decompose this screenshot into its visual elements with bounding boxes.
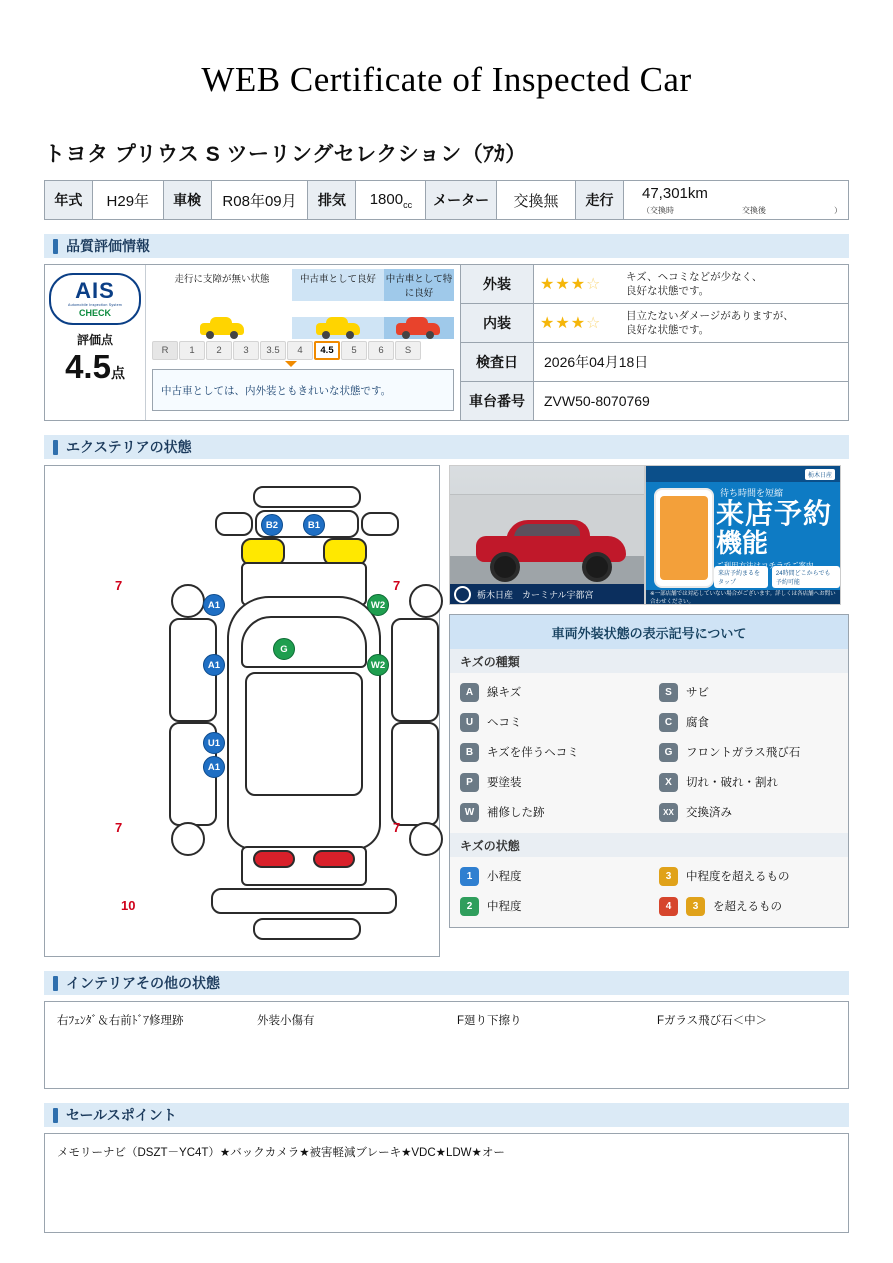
diagram-mark-a1-fl: A1 (203, 594, 225, 616)
section-sales (44, 1103, 849, 1127)
badge-w-icon: W (460, 803, 479, 822)
quality-right (461, 265, 848, 420)
quality-score (45, 265, 146, 420)
badge-1-icon: 1 (460, 867, 479, 886)
legend-label: サビ (686, 687, 709, 699)
diagram-rear-left-lamp (253, 850, 295, 868)
diagram-wheel-rr-icon (409, 822, 443, 856)
vin-value: ZVW50-8070769 (544, 393, 650, 409)
spec-table (44, 180, 849, 220)
mileage-sub-right: ） (834, 205, 842, 215)
row-exterior-rating (461, 265, 848, 304)
diagram-wheel-rl-icon (171, 822, 205, 856)
exterior-text-line1: キズ、ヘコミなどが少なく、 (626, 270, 763, 283)
page-title: WEB Certificate of Inspected Car (201, 60, 692, 99)
interior-note-2: 外装小傷有 (257, 1015, 315, 1027)
legend-label: キズを伴うヘコミ (487, 747, 579, 759)
ais-logo-main: AIS (75, 278, 115, 303)
section-bar-icon (53, 1108, 58, 1123)
inspect-date-value: 2026年04月18日 (544, 354, 649, 370)
diagram-number-rr: 7 (393, 820, 401, 835)
diagram-wheel-fl-icon (171, 584, 205, 618)
mileage-subnote (642, 205, 842, 216)
scale-step-2: 2 (206, 341, 232, 360)
diagram-number-fr: 7 (393, 578, 401, 593)
vin-label: 車台番号 (461, 382, 534, 420)
sales-points-box (44, 1133, 849, 1233)
diagram-front-right-lamp (361, 512, 399, 536)
interior-notes-box (44, 1001, 849, 1089)
legend-item (649, 891, 848, 921)
ad-phone-icon (654, 488, 714, 588)
interior-text-line2: 良好な状態です。 (626, 324, 710, 336)
vehicle-photo-car (476, 518, 626, 566)
diagram-right-rear-door (391, 722, 439, 826)
exterior-wrap (44, 465, 849, 957)
quality-scale (146, 265, 460, 420)
car-yellow-icon-2 (316, 317, 360, 339)
interior-label: 内装 (461, 304, 534, 342)
exterior-label: 外装 (461, 265, 534, 303)
scale-step-7: 5 (341, 341, 367, 360)
score-unit: 点 (110, 365, 125, 381)
exterior-text-line2: 良好な状態です。 (626, 285, 710, 297)
inspection-value: R08年09月 (211, 181, 308, 220)
mileage-value: 47,301km (642, 184, 708, 202)
scale-steps (152, 341, 454, 360)
mileage-value-cell (624, 181, 849, 220)
inspection-label: 車検 (163, 181, 211, 220)
car-yellow-icon (200, 317, 244, 339)
diagram-mark-a1-l2: A1 (203, 654, 225, 676)
legend-item (450, 677, 649, 707)
ad-top-bar (646, 466, 840, 482)
diagram-rear-bumper (211, 888, 397, 914)
photo-dealer-bar (450, 584, 644, 604)
badge-b-icon: B (460, 743, 479, 762)
legend-item (450, 707, 649, 737)
mileage-sub-mid: 交換後 (742, 205, 766, 215)
legend-label: 要塗装 (487, 777, 522, 789)
diagram-mark-b1: B1 (303, 514, 325, 536)
scale-step-9: S (395, 341, 421, 360)
legend-label: フロントガラス飛び石 (686, 747, 801, 759)
legend-group-2-title: キズの状態 (450, 833, 848, 857)
scale-car-icons (152, 301, 454, 339)
legend-item (649, 737, 848, 767)
badge-4-icon: 4 (659, 897, 678, 916)
legend-item (450, 767, 649, 797)
legend-label: 切れ・破れ・割れ (686, 777, 778, 789)
interior-stars-icon: ★★ ★ ☆ (540, 315, 602, 332)
quality-left (45, 265, 461, 420)
ad-chip-2: 24時間どこからでも予約可能 (772, 566, 840, 588)
diagram-mark-a1-l3: A1 (203, 756, 225, 778)
scale-step-1: 1 (179, 341, 205, 360)
legend-group-1-items (450, 673, 848, 833)
scale-pointer-icon (285, 361, 297, 367)
ad-title-2: 機能 (716, 528, 769, 558)
scale-step-4: 3.5 (260, 341, 286, 360)
interior-text-line1: 目立たないダメージがありますが、 (626, 309, 794, 322)
legend-item (450, 861, 649, 891)
ad-footnote: ※一部店舗では対応していない場合がございます。詳しくは各店舗へお問い合わせください。 (646, 590, 840, 604)
section-quality (44, 234, 849, 258)
car-icon-wrap-1 (152, 317, 292, 339)
legend-item (649, 861, 848, 891)
badge-u-icon: U (460, 713, 479, 732)
legend-label: 中程度を超えるもの (686, 871, 790, 883)
score-label: 評価点 (76, 333, 113, 347)
diagram-front-left-lamp (215, 512, 253, 536)
scale-step-8: 6 (368, 341, 394, 360)
car-red-icon (396, 317, 440, 339)
photo-dealer-name: 栃木日産 カーミナル宇都宮 (477, 589, 594, 600)
legend-label: 腐食 (686, 717, 709, 729)
badge-s-icon: S (659, 683, 678, 702)
year-label: 年式 (45, 181, 93, 220)
ais-logo-sub: Automobile Inspection System (68, 303, 122, 307)
car-icon-wrap-3 (384, 317, 454, 339)
scale-step-0: R (152, 341, 178, 360)
diagram-front-bumper (253, 486, 361, 508)
exterior-right-column (449, 465, 849, 957)
ais-logo-icon (49, 273, 141, 325)
section-bar-icon (53, 239, 58, 254)
ad-chips (714, 566, 840, 588)
diagram-windshield (241, 616, 367, 668)
legend-box (449, 614, 849, 928)
quality-block (44, 264, 849, 421)
ad-subtitle: 待ち時間を短縮 (720, 488, 784, 498)
diagram-wheel-fr-icon (409, 584, 443, 618)
ais-check-label: CHECK (78, 308, 111, 318)
badge-c-icon: C (659, 713, 678, 732)
table-row (45, 181, 849, 220)
mileage-label: 走行 (576, 181, 624, 220)
interior-text (626, 309, 794, 337)
row-inspect-date (461, 343, 848, 382)
diagram-mark-w2-fr: W2 (367, 594, 389, 616)
legend-item (649, 767, 848, 797)
year-value: H29年 (92, 181, 163, 220)
scale-headers (152, 269, 454, 301)
legend-title: 車両外装状態の表示記号について (450, 615, 848, 649)
section-bar-icon (53, 976, 58, 991)
section-sales-label: セールスポイント (66, 1107, 177, 1123)
legend-label: 線キズ (487, 687, 522, 699)
diagram-number-rl: 7 (115, 820, 123, 835)
scale-step-5: 4 (287, 341, 313, 360)
row-interior-rating (461, 304, 848, 343)
diagram-right-front-door (391, 618, 439, 722)
section-exterior (44, 435, 849, 459)
scale-head-3: 中古車として特に良好 (384, 269, 454, 301)
car-name: トヨタ プリウス S ツーリングセレクション（ｱｶ） (44, 143, 527, 166)
badge-x-icon: X (659, 773, 678, 792)
legend-item (649, 707, 848, 737)
interior-note-3: F廻り下擦り (457, 1015, 522, 1027)
legend-label: を超えるもの (713, 901, 782, 913)
legend-item (450, 891, 649, 921)
diagram-number-fl: 7 (115, 578, 123, 593)
displacement-unit: cc (403, 199, 413, 210)
scale-step-3: 3 (233, 341, 259, 360)
legend-label: 中程度 (487, 901, 522, 913)
legend-label: 交換済み (686, 807, 732, 819)
legend-label: 小程度 (487, 871, 522, 883)
ad-title: 来店予約 (716, 498, 833, 529)
badge-a-icon: A (460, 683, 479, 702)
legend-group-1-title: キズの種類 (450, 649, 848, 673)
ad-badge: 栃木日産 (805, 469, 835, 480)
section-quality-label: 品質評価情報 (66, 238, 150, 254)
interior-note-1: 右ﾌｪﾝﾀﾞ＆右前ﾄﾞｱ修理跡 (57, 1015, 184, 1027)
diagram-rear-panel (253, 918, 361, 940)
badge-g-icon: G (659, 743, 678, 762)
scale-step-6-selected: 4.5 (314, 341, 340, 360)
photo-row (449, 465, 849, 605)
badge-3-ref-icon: 3 (686, 897, 705, 916)
legend-item (450, 737, 649, 767)
scale-head-1: 走行に支障が無い状態 (174, 274, 270, 285)
badge-3-icon: 3 (659, 867, 678, 886)
badge-p-icon: P (460, 773, 479, 792)
mileage-sub-left: （交換時 (642, 205, 674, 215)
legend-group-2-items (450, 857, 848, 927)
meter-label: メーター (426, 181, 496, 220)
legend-label: 補修した跡 (487, 807, 545, 819)
badge-xx-icon: XX (659, 803, 678, 822)
row-vin (461, 382, 848, 420)
diagram-mark-u1: U1 (203, 732, 225, 754)
diagram-mark-b2: B2 (261, 514, 283, 536)
diagram-rear-right-lamp (313, 850, 355, 868)
interior-note-4: Fガラス飛び石＜中＞ (657, 1015, 768, 1027)
badge-2-icon: 2 (460, 897, 479, 916)
diagram-mark-w2-r2: W2 (367, 654, 389, 676)
nissan-logo-icon (454, 586, 471, 603)
ad-banner[interactable] (645, 465, 841, 605)
interior-notes-row (57, 1012, 836, 1028)
scale-head-2: 中古車として良好 (292, 269, 384, 301)
diagram-roof (245, 672, 363, 796)
legend-item (649, 677, 848, 707)
diagram-mark-g: G (273, 638, 295, 660)
quality-note: 中古車としては、内外装ともきれいな状態です。 (152, 369, 454, 411)
diagram-number-rear: 10 (121, 898, 136, 913)
displacement-label: 排気 (308, 181, 356, 220)
inspect-date-label: 検査日 (461, 343, 534, 381)
section-interior-label: インテリアその他の状態 (66, 975, 220, 991)
vehicle-photo (449, 465, 645, 605)
sales-points-text: メモリーナビ（DSZT－YC4T）★バックカメラ★被害軽減ブレーキ★VDC★LDW★オー (57, 1147, 505, 1159)
displacement-number: 1800 (369, 190, 404, 208)
meter-value: 交換無 (496, 181, 575, 220)
score-value-wrap (65, 350, 125, 383)
mileage-wrap (634, 185, 842, 216)
exterior-stars-icon: ★★ ★ ☆ (540, 276, 602, 293)
legend-item (450, 797, 649, 827)
section-interior (44, 971, 849, 995)
displacement-value (356, 181, 426, 220)
section-bar-icon (53, 440, 58, 455)
exterior-text (626, 270, 762, 298)
car-damage-diagram (44, 465, 440, 957)
ad-chip-1: 来店予約まるをタップ (714, 566, 768, 588)
score-value: 4.5 (65, 348, 111, 385)
legend-label: ヘコミ (487, 717, 522, 729)
section-exterior-label: エクステリアの状態 (66, 439, 192, 455)
legend-item (649, 797, 848, 827)
car-icon-wrap-2 (292, 317, 384, 339)
